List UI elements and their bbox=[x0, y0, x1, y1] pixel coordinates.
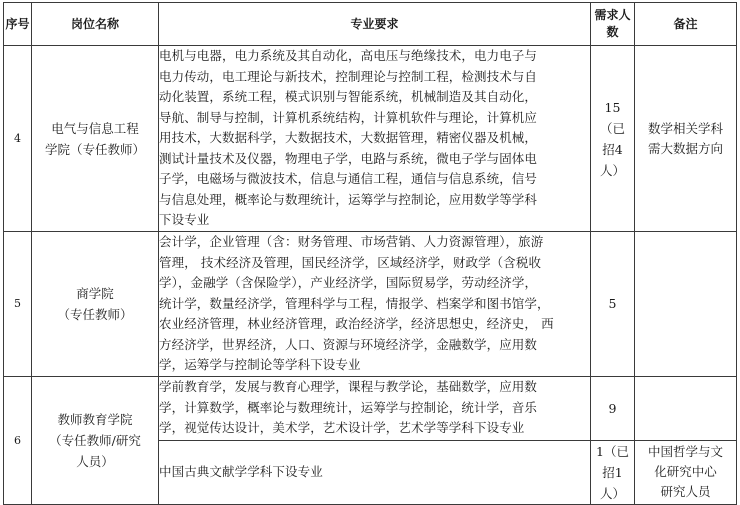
position-name: 电气与信息工程 学院（专任教师） bbox=[32, 46, 159, 232]
table-row bbox=[4, 46, 737, 232]
row-index: 5 bbox=[4, 232, 32, 377]
headcount: 1（已 招1 人） bbox=[591, 440, 635, 504]
header-position: 岗位名称 bbox=[32, 3, 159, 46]
recruitment-table bbox=[3, 2, 737, 505]
major-requirements: 中国古典文献学学科下设专业 bbox=[159, 440, 591, 504]
position-name: 商学院 （专任教师） bbox=[32, 232, 159, 377]
remark bbox=[635, 376, 737, 440]
table-row bbox=[4, 232, 737, 377]
remark bbox=[635, 232, 737, 377]
table-row bbox=[4, 376, 737, 440]
header-major: 专业要求 bbox=[159, 3, 591, 46]
header-count: 需求人数 bbox=[591, 3, 635, 46]
remark: 中国哲学与文 化研究中心 研究人员 bbox=[635, 440, 737, 504]
row-index: 4 bbox=[4, 46, 32, 232]
major-requirements: 学前教育学，发展与教育心理学，课程与教学论，基础数学，应用数 学，计算数学，概率论与数理统计，运筹学与控制论，统计学，音乐 学，视觉传达设计，美术学，艺术设计学，艺术学等学科下设专业 bbox=[159, 376, 591, 440]
header-index: 序号 bbox=[4, 3, 32, 46]
headcount: 9 bbox=[591, 376, 635, 440]
position-name: 教师教育学院 （专任教师/研究 人员） bbox=[32, 376, 159, 504]
header-row bbox=[4, 3, 737, 46]
row-index: 6 bbox=[4, 376, 32, 504]
major-requirements: 电机与电器，电力系统及其自动化，高电压与绝缘技术，电力电子与 电力传动，电工理论与新技术，控制理论与控制工程，检测技术与自 动化装置，系统工程，模式识别与智能系统，机械制造及其自动化， 导航、制导与控制，计算机系统结构，计算机软件与理论，计算机应 用技术，大数据科学，大数据技术，大数据管理，精密仪器及机械， 测试计量技术及仪器，物理电子学，电路与系统，微电子学与固体电 子学，电磁场与微波技术，信息与通信工程，通信与信息系统，信号 与信息处理，概率论与数理统计，运筹学与控制论，应用数学等学科 下设专业 bbox=[159, 46, 591, 232]
header-remark: 备注 bbox=[635, 3, 737, 46]
headcount: 15 （已 招4 人） bbox=[591, 46, 635, 232]
major-requirements: 会计学，企业管理（含：财务管理、市场营销、人力资源管理），旅游 管理， 技术经济及管理，国民经济学，区域经济学，财政学（含税收 学），金融学（含保险学），产业经济学，国际贸易学，劳动经济学， 统计学，数量经济学，管理科学与工程，情报学、档案学和图书馆学， 农业经济管理，林业经济管理，政治经济学，经济思想史，经济史， 西 方经济学，世界经济，人口、资源与环境经济学，金融数学，应用数 学，运筹学与控制论等学科下设专业 bbox=[159, 232, 591, 377]
remark: 数学相关学科 需大数据方向 bbox=[635, 46, 737, 232]
headcount: 5 bbox=[591, 232, 635, 377]
